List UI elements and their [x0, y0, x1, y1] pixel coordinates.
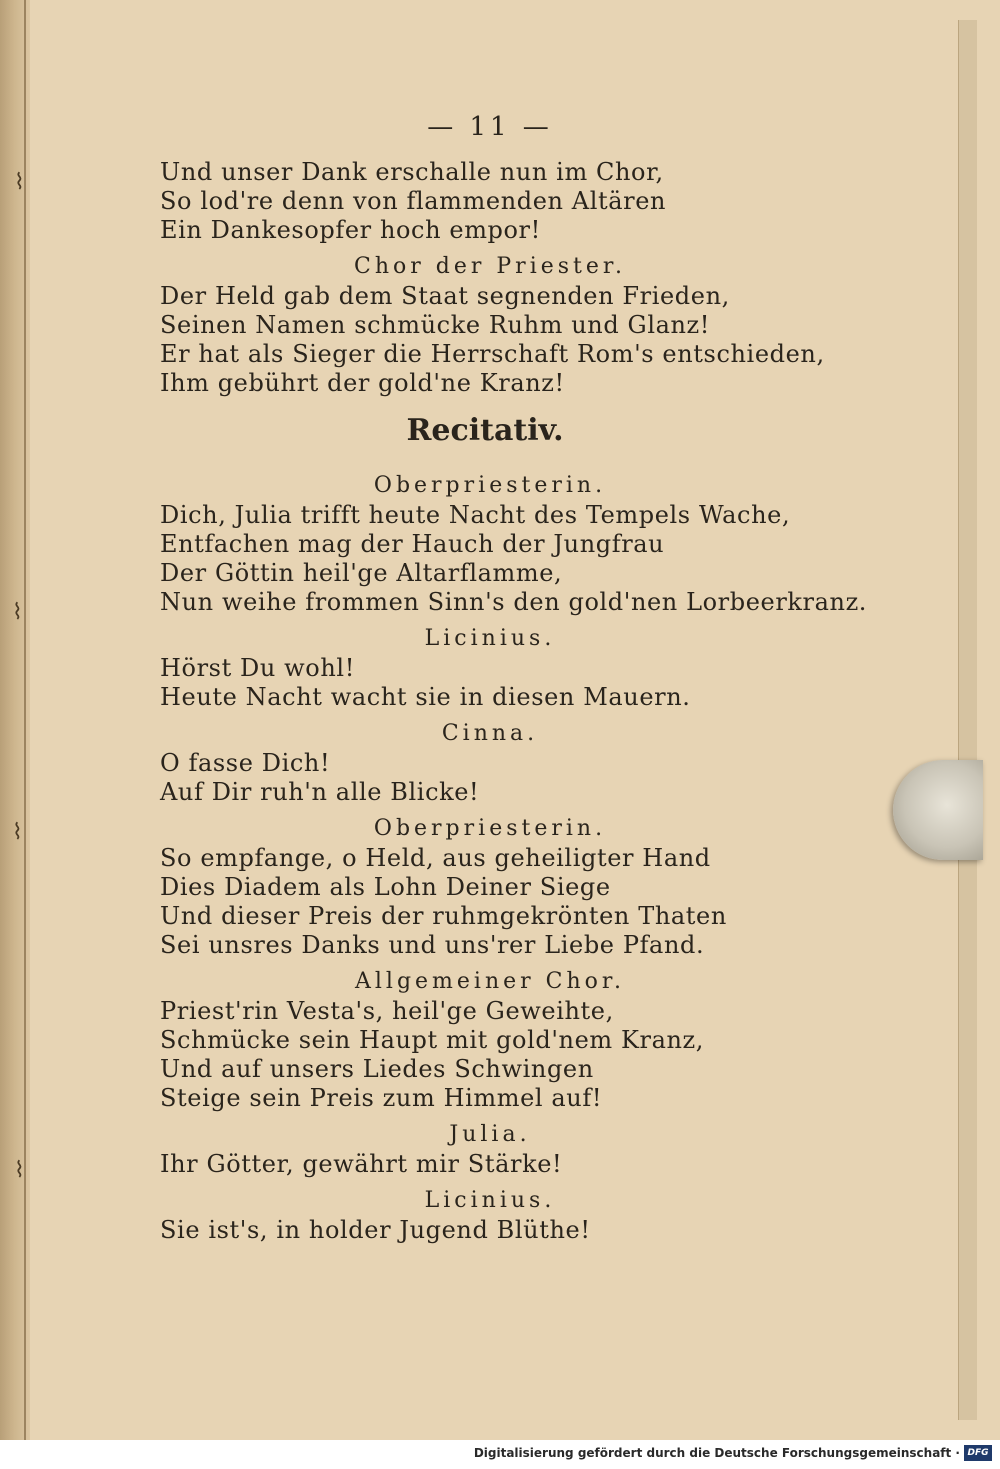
verse-line: Ihr Götter, gewährt mir Stärke!	[160, 1150, 563, 1178]
digitization-footer	[0, 1440, 1000, 1469]
speaker-name: Licinius.	[424, 1188, 556, 1213]
page-edge	[958, 20, 977, 1420]
verse-line: Nun weihe frommen Sinn's den gold'nen Lorbeerkranz.	[160, 588, 868, 616]
page-content	[160, 112, 868, 1245]
verse-line: Und unser Dank erschalle nun im Chor,	[160, 158, 664, 186]
verse-line: Hörst Du wohl!	[160, 654, 355, 682]
page-clip	[893, 760, 983, 860]
verse-line: Priest'rin Vesta's, heil'ge Geweihte,	[160, 997, 614, 1025]
verse-line: Der Held gab dem Staat segnenden Frieden,	[160, 282, 730, 310]
binding-thread-mark: ⌇	[14, 1158, 25, 1183]
verse-line: Schmücke sein Haupt mit gold'nem Kranz,	[160, 1026, 705, 1054]
verse-stanza	[160, 501, 868, 617]
speaker-name: Allgemeiner Chor.	[354, 969, 626, 994]
verse-stanza	[160, 158, 800, 245]
verse-line: Und dieser Preis der ruhmgekrönten Thaten	[160, 902, 727, 930]
verse-line: So lod're denn von flammenden Altären	[160, 187, 667, 215]
verse-line: Dich, Julia trifft heute Nacht des Tempels Wache,	[160, 501, 791, 529]
speaker-name: Oberpriesterin.	[373, 816, 607, 841]
speaker-name: Oberpriesterin.	[373, 473, 607, 498]
verse-line: Sei unsres Danks und uns'rer Liebe Pfand.	[160, 931, 705, 959]
verse-line: Und auf unsers Liedes Schwingen	[160, 1055, 594, 1083]
verse-stanza	[160, 282, 825, 398]
speaker-name: Licinius.	[424, 626, 556, 651]
verse-stanza	[160, 654, 800, 712]
verse-line: Ein Dankesopfer hoch empor!	[160, 216, 541, 244]
verse-stanza	[160, 1150, 800, 1179]
verse-line: Er hat als Sieger die Herrschaft Rom's entschieden,	[160, 340, 825, 368]
text-blocks	[160, 158, 868, 1245]
verse-line: Sie ist's, in holder Jugend Blüthe!	[160, 1216, 591, 1244]
verse-line: Entfachen mag der Hauch der Jungfrau	[160, 530, 665, 558]
verse-line: Dies Diadem als Lohn Deiner Siege	[160, 873, 611, 901]
verse-line: Ihm gebührt der gold'ne Kranz!	[160, 369, 565, 397]
verse-stanza	[160, 1216, 800, 1245]
section-heading: Recitativ.	[406, 413, 564, 448]
verse-stanza	[160, 844, 800, 960]
binding-fold-line	[24, 0, 26, 1440]
dfg-logo: DFG	[964, 1445, 992, 1461]
binding-thread-mark: ⌇	[12, 820, 23, 845]
speaker-name: Chor der Priester.	[354, 254, 626, 279]
verse-line: Der Göttin heil'ge Altarflamme,	[160, 559, 563, 587]
page-number: — 11 —	[427, 112, 553, 142]
verse-line: So empfange, o Held, aus geheiligter Hand	[160, 844, 711, 872]
footer-credit: Digitalisierung gefördert durch die Deutsche Forschungsgemeinschaft ·	[473, 1446, 960, 1460]
speaker-name: Julia.	[449, 1122, 531, 1147]
verse-line: O fasse Dich!	[160, 749, 331, 777]
verse-line: Steige sein Preis zum Himmel auf!	[160, 1084, 603, 1112]
speaker-name: Cinna.	[441, 721, 539, 746]
verse-stanza	[160, 997, 800, 1113]
verse-stanza	[160, 749, 800, 807]
verse-line: Seinen Namen schmücke Ruhm und Glanz!	[160, 311, 711, 339]
binding-thread-mark: ⌇	[12, 600, 23, 625]
verse-line: Auf Dir ruh'n alle Blicke!	[160, 778, 480, 806]
verse-line: Heute Nacht wacht sie in diesen Mauern.	[160, 683, 691, 711]
binding-thread-mark: ⌇	[14, 170, 25, 195]
